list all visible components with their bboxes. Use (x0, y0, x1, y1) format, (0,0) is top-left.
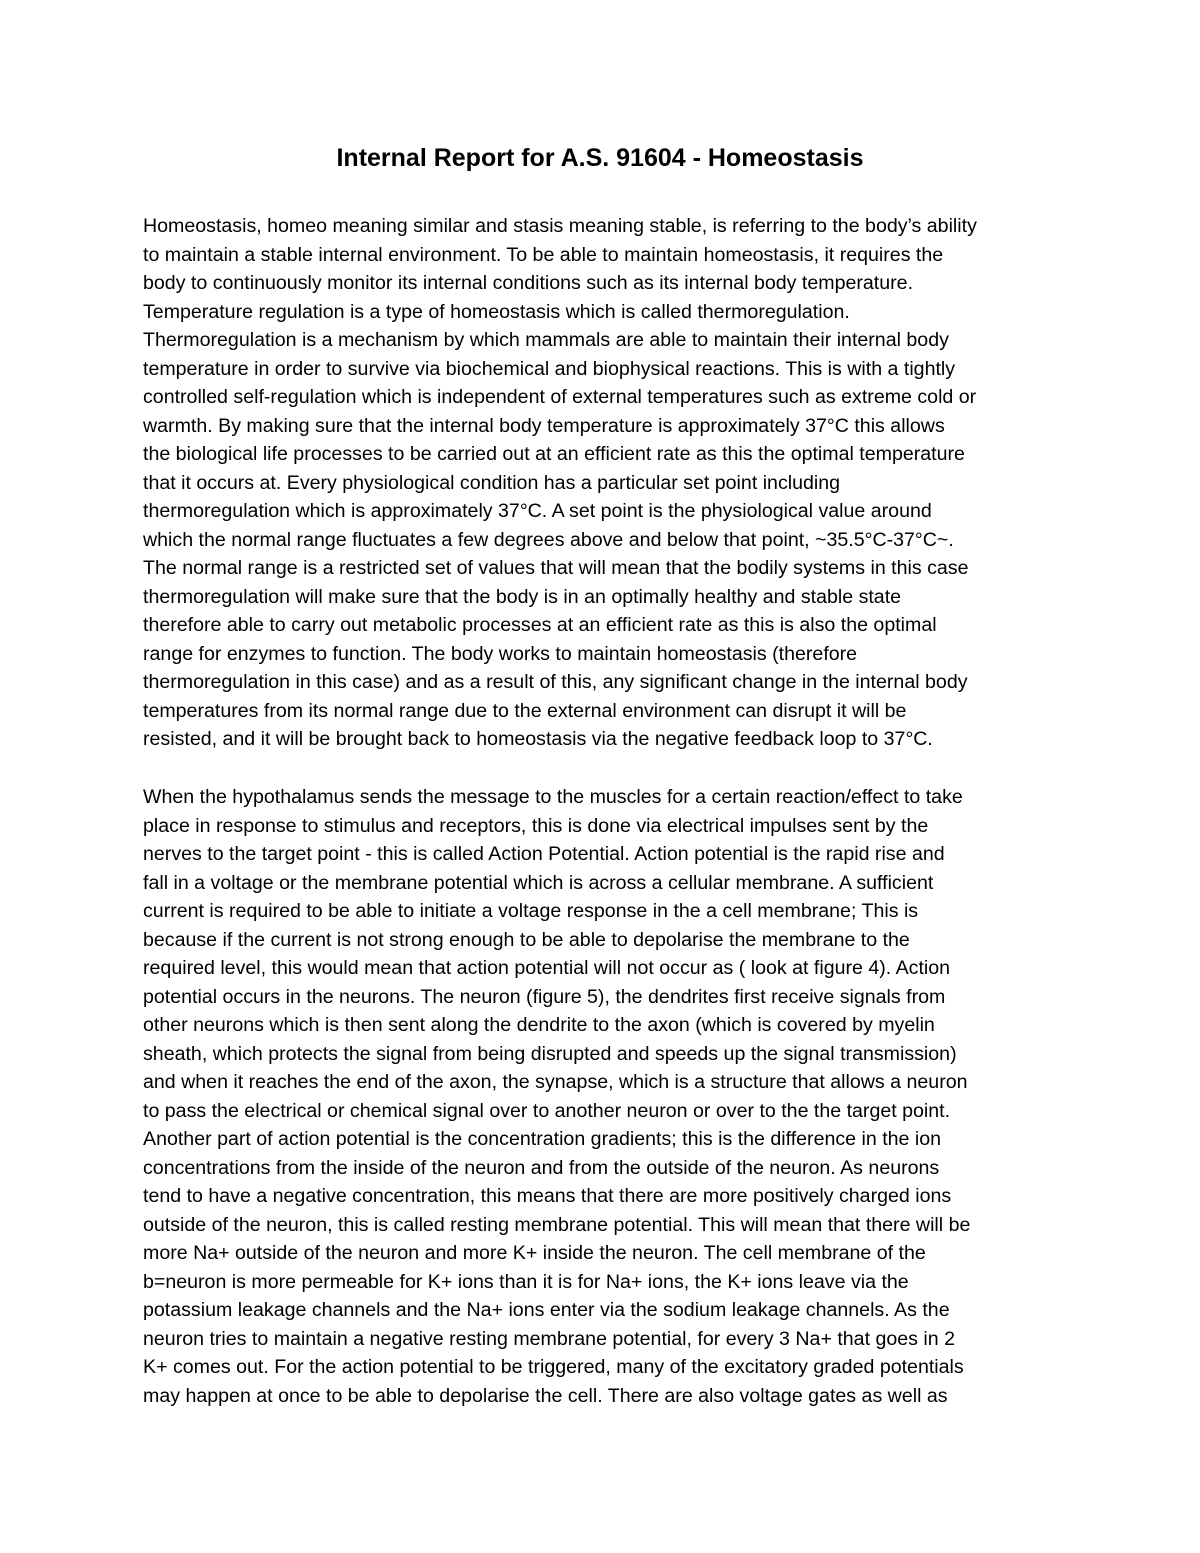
paragraph-line: Homeostasis, homeo meaning similar and stasis meaning stable, is referring to the body’s ability (143, 215, 977, 237)
paragraph-line: resisted, and it will be brought back to homeostasis via the negative feedback loop to 37°C. (143, 728, 933, 750)
paragraph-line: thermoregulation will make sure that the body is in an optimally healthy and stable state (143, 585, 902, 608)
paragraph-line: potassium leakage channels and the Na+ ions enter via the sodium leakage channels. As the (143, 1299, 950, 1321)
body-paragraph (143, 783, 1073, 1410)
paragraph-line: the biological life processes to be carried out at an efficient rate as this the optimal temperature (143, 443, 965, 465)
paragraph-line: therefore able to carry out metabolic processes at an efficient rate as this is also the optimal (143, 614, 937, 636)
paragraph-line: other neurons which is then sent along the dendrite to the axon (which is covered by myelin (143, 1014, 935, 1036)
paragraph-line: neuron tries to maintain a negative resting membrane potential, for every 3 Na+ that goes in 2 (143, 1327, 955, 1350)
paragraph-line: When the hypothalamus sends the message to the muscles for a certain reaction/effect to take (143, 786, 963, 808)
paragraph-line: temperatures from its normal range due to the external environment can disrupt it will be (143, 699, 907, 722)
paragraph-line: range for enzymes to function. The body works to maintain homeostasis (therefore (143, 642, 858, 665)
body-paragraph (143, 212, 1073, 754)
paragraph-line: body to continuously monitor its internal conditions such as its internal body temperature. (143, 272, 914, 294)
paragraph-line: and when it reaches the end of the axon, the synapse, which is a structure that allows a neuron (143, 1071, 968, 1093)
paragraph-line: The normal range is a restricted set of values that will mean that the bodily systems in this case (143, 557, 969, 579)
paragraph-line: fall in a voltage or the membrane potential which is across a cellular membrane. A sufficient (143, 871, 934, 894)
paragraph-line: current is required to be able to initiate a voltage response in the a cell membrane; This is (143, 900, 919, 922)
paragraph-line: required level, this would mean that action potential will not occur as ( look at figure 4). Action (143, 957, 951, 979)
paragraph-line: temperature in order to survive via biochemical and biophysical reactions. This is with a tightly (143, 357, 956, 380)
paragraph-line: because if the current is not strong enough to be able to depolarise the membrane to the (143, 928, 910, 951)
paragraph-line: may happen at once to be able to depolarise the cell. There are also voltage gates as well as (143, 1384, 948, 1407)
document-title: Internal Report for A.S. 91604 - Homeostasis (336, 144, 864, 172)
paragraph-line: potential occurs in the neurons. The neuron (figure 5), the dendrites first receive signals from (143, 985, 946, 1008)
paragraph-line: Thermoregulation is a mechanism by which mammals are able to maintain their internal body (143, 329, 949, 351)
paragraph-line: to pass the electrical or chemical signal over to another neuron or over to the the target point. (143, 1099, 951, 1122)
paragraph-line: nerves to the target point - this is called Action Potential. Action potential is the rapid rise and (143, 843, 945, 865)
paragraph-line: thermoregulation in this case) and as a result of this, any significant change in the internal body (143, 671, 968, 693)
paragraph-line: tend to have a negative concentration, this means that there are more positively charged ions (143, 1185, 952, 1207)
paragraph-line: Temperature regulation is a type of homeostasis which is called thermoregulation. (143, 300, 850, 323)
paragraph-line: more Na+ outside of the neuron and more K+ inside the neuron. The cell membrane of the (143, 1242, 926, 1264)
paragraph-line: Another part of action potential is the concentration gradients; this is the difference in the ion (143, 1128, 942, 1150)
paragraph-line: to maintain a stable internal environment. To be able to maintain homeostasis, it requires the (143, 243, 944, 266)
paragraph-line: which the normal range fluctuates a few degrees above and below that point, ~35.5°C-37°C~. (143, 528, 954, 551)
paragraph-line: b=neuron is more permeable for K+ ions than it is for Na+ ions, the K+ ions leave via the (143, 1270, 909, 1293)
paragraph-line: outside of the neuron, this is called resting membrane potential. This will mean that there will be (143, 1213, 971, 1236)
paragraph-line: concentrations from the inside of the neuron and from the outside of the neuron. As neurons (143, 1156, 940, 1179)
paragraph-line: K+ comes out. For the action potential to be triggered, many of the excitatory graded potentials (143, 1356, 964, 1378)
paragraph-line: place in response to stimulus and receptors, this is done via electrical impulses sent by the (143, 814, 929, 837)
paragraph-line: that it occurs at. Every physiological condition has a particular set point including (143, 471, 841, 494)
paragraph-line: warmth. By making sure that the internal body temperature is approximately 37°C this allows (143, 414, 945, 437)
paragraph-line: controlled self-regulation which is independent of external temperatures such as extreme cold or (143, 386, 977, 408)
paragraph-line: thermoregulation which is approximately 37°C. A set point is the physiological value around (143, 500, 932, 522)
paragraph-line: sheath, which protects the signal from being disrupted and speeds up the signal transmission) (143, 1042, 957, 1065)
